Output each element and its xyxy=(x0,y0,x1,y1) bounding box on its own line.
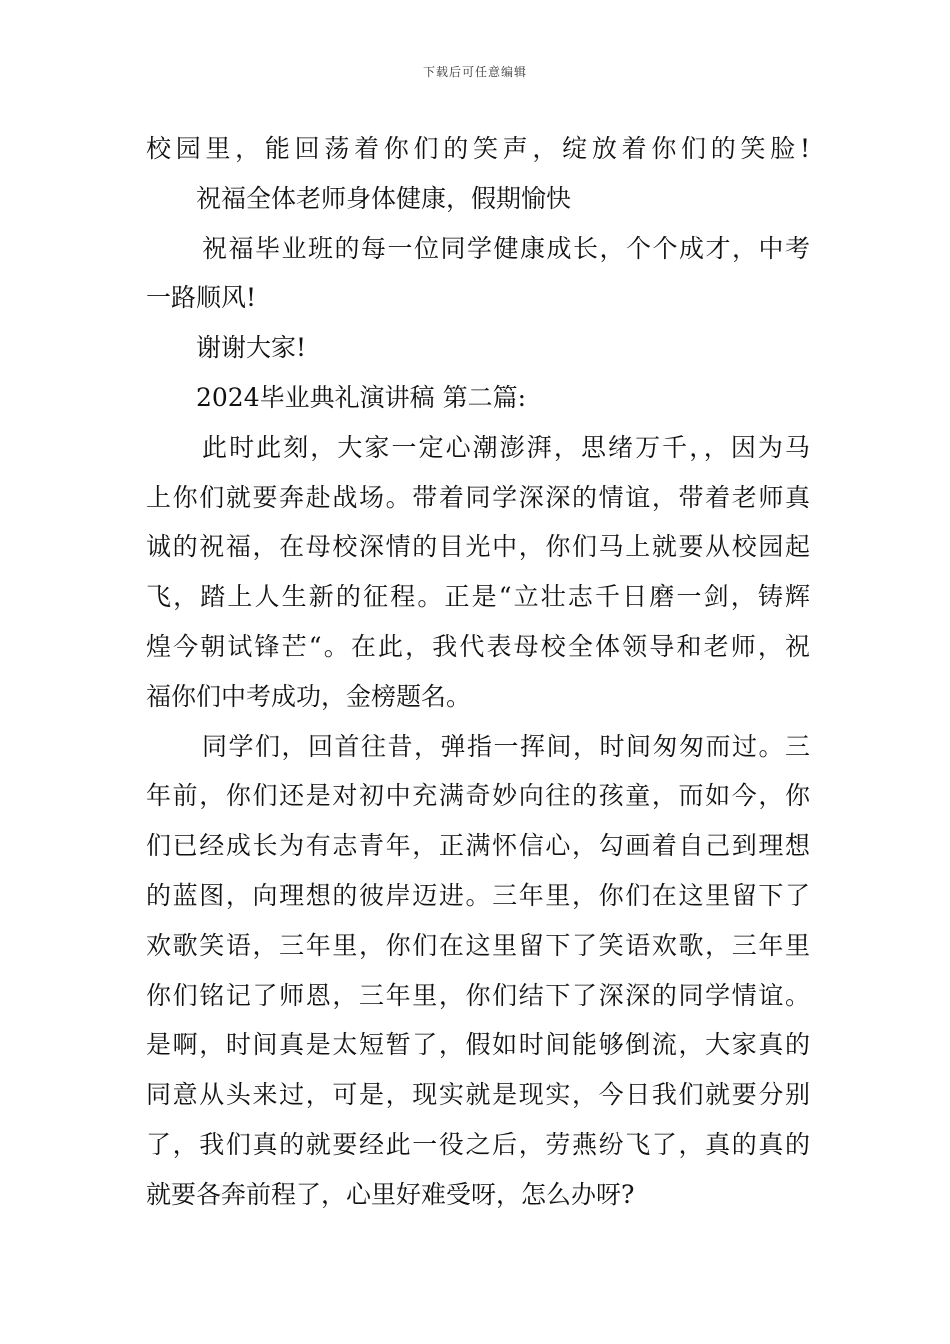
text-line: 煌今朝试锋芒“。在此，我代表母校全体领导和老师，祝 xyxy=(146,631,810,661)
text-line: 同学们，回首往昔，弹指一挥间，时间匆匆而过。三 xyxy=(202,731,810,761)
text-line: 福你们中考成功，金榜题名。 xyxy=(146,681,472,711)
text-line: 一路顺风! xyxy=(146,283,257,313)
text-line: 校园里，能回荡着你们的笑声，绽放着你们的笑脸! xyxy=(146,134,810,163)
document-body xyxy=(146,124,810,1220)
text-line: 们已经成长为有志青年，正满怀信心，勾画着自己到理想 xyxy=(146,831,810,861)
text-line: 的蓝图，向理想的彼岸迈进。三年里，你们在这里留下了 xyxy=(146,880,810,910)
text-line: 同意从头来过，可是，现实就是现实，今日我们就要分别 xyxy=(146,1080,810,1110)
text-line: 此时此刻，大家一定心潮澎湃，思绪万千，，因为马 xyxy=(202,432,810,462)
text-line: 就要各奔前程了，心里好难受呀，怎么办呀? xyxy=(146,1179,635,1209)
text-line: 谢谢大家! xyxy=(196,333,307,363)
text-line: 是啊，时间真是太短暂了，假如时间能够倒流，大家真的 xyxy=(146,1030,810,1060)
section-heading: 2024毕业典礼演讲稿 第二篇: xyxy=(196,382,526,412)
text-line: 诚的祝福，在母校深情的目光中，你们马上就要从校园起 xyxy=(146,532,810,562)
text-line: 祝福毕业班的每一位同学健康成长，个个成才，中考 xyxy=(202,233,810,263)
text-line: 你们铭记了师恩，三年里，你们结下了深深的同学情谊。 xyxy=(146,980,810,1010)
text-line: 年前，你们还是对初中充满奇妙向往的孩童，而如今，你 xyxy=(146,781,810,811)
text-line: 了，我们真的就要经此一役之后，劳燕纷飞了，真的真的 xyxy=(146,1129,810,1159)
text-line: 飞，踏上人生新的征程。正是“立壮志千日磨一剑，铸辉 xyxy=(146,582,810,612)
text-line: 欢歌笑语，三年里，你们在这里留下了笑语欢歌，三年里 xyxy=(146,930,810,960)
text-line: 上你们就要奔赴战场。带着同学深深的情谊，带着老师真 xyxy=(146,482,810,512)
text-line: 祝福全体老师身体健康，假期愉快 xyxy=(196,183,572,213)
page-header: 下载后可任意编辑 xyxy=(422,65,527,79)
